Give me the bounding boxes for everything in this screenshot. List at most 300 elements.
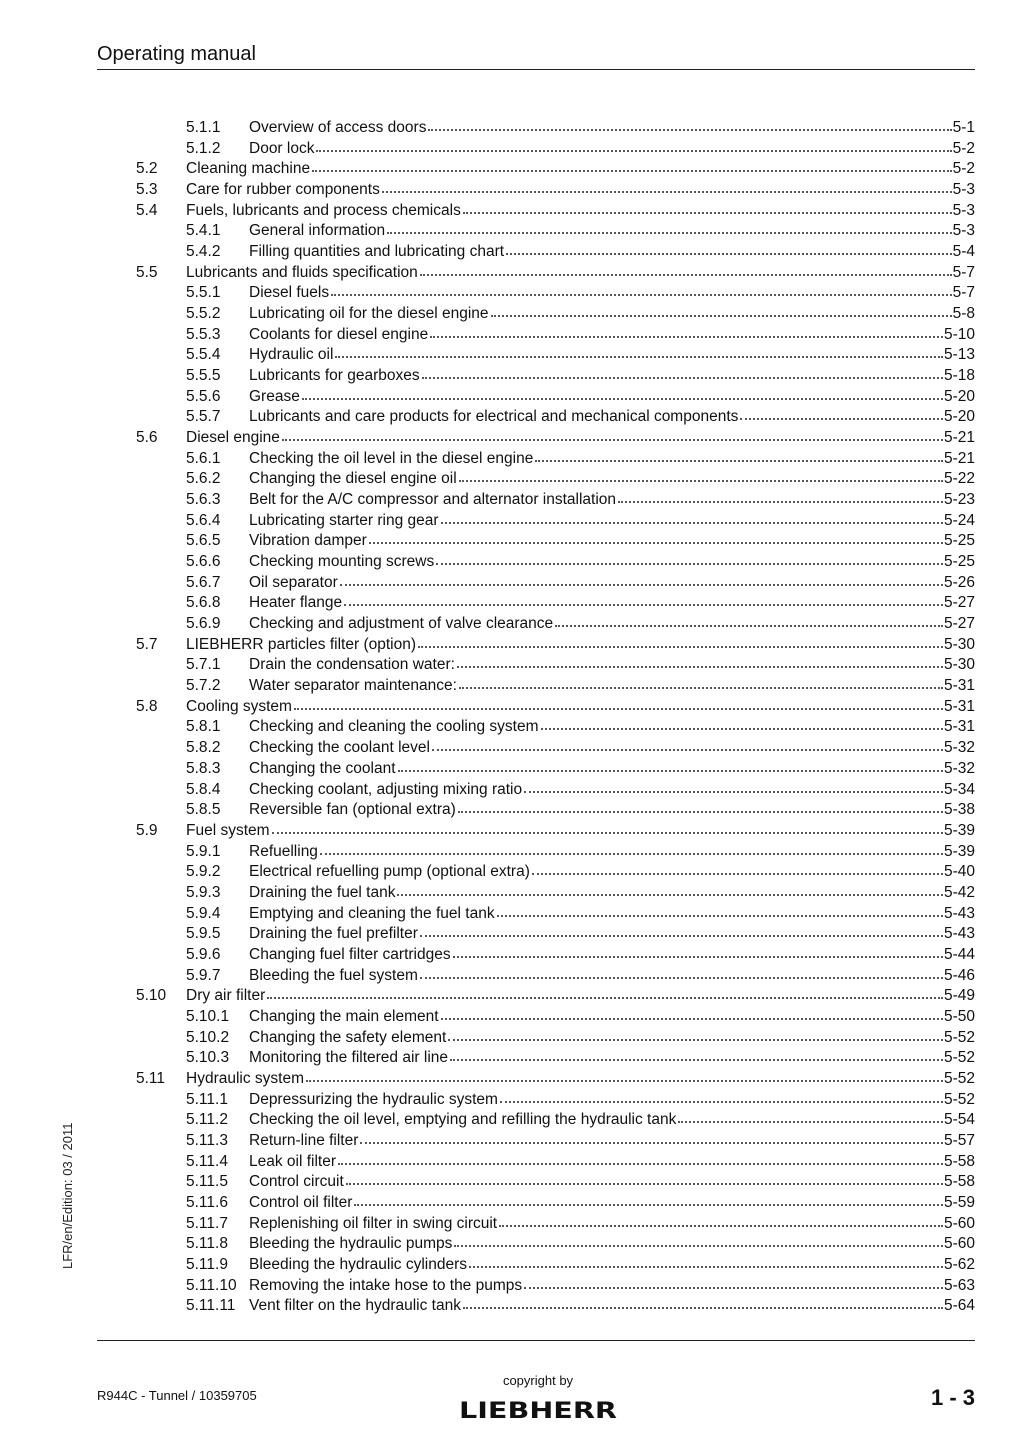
toc-entry[interactable] bbox=[136, 552, 975, 573]
toc-entry-number: 5.6.5 bbox=[186, 532, 221, 550]
toc-entry-title: Care for rubber components bbox=[186, 181, 380, 199]
toc-entry-page: 5-27 bbox=[943, 594, 975, 612]
toc-entry[interactable] bbox=[136, 862, 975, 883]
toc-entry-title: Diesel engine bbox=[186, 429, 280, 447]
toc-entry[interactable] bbox=[136, 469, 975, 490]
toc-entry-number: 5.2 bbox=[136, 160, 158, 178]
toc-dot-leader bbox=[458, 799, 943, 813]
toc-entry-page: 5-7 bbox=[952, 284, 975, 302]
toc-entry[interactable] bbox=[136, 573, 975, 594]
toc-entry[interactable] bbox=[136, 407, 975, 428]
toc-entry[interactable] bbox=[136, 883, 975, 904]
toc-entry-page: 5-52 bbox=[943, 1090, 975, 1108]
toc-entry[interactable] bbox=[136, 676, 975, 697]
toc-dot-leader bbox=[294, 696, 943, 710]
toc-dot-leader bbox=[398, 758, 943, 772]
toc-entry-title: Fuels, lubricants and process chemicals bbox=[186, 201, 461, 219]
toc-entry-number: 5.4.2 bbox=[186, 243, 221, 261]
toc-entry[interactable] bbox=[136, 1152, 975, 1173]
toc-entry-page: 5-31 bbox=[943, 718, 975, 736]
toc-entry-title: Fuel system bbox=[186, 821, 270, 839]
toc-dot-leader bbox=[448, 1027, 943, 1041]
toc-dot-leader bbox=[497, 903, 943, 917]
toc-entry-title: Depressurizing the hydraulic system bbox=[249, 1090, 498, 1108]
toc-dot-leader bbox=[524, 1275, 943, 1289]
toc-entry[interactable] bbox=[136, 759, 975, 780]
toc-entry[interactable] bbox=[136, 345, 975, 366]
toc-entry-page: 5-46 bbox=[943, 966, 975, 984]
toc-entry[interactable] bbox=[136, 697, 975, 718]
toc-entry[interactable] bbox=[136, 242, 975, 263]
toc-entry-title: Checking mounting screws bbox=[249, 553, 435, 571]
toc-entry-page: 5-52 bbox=[943, 1069, 975, 1087]
toc-entry-title: Control oil filter bbox=[249, 1193, 353, 1211]
toc-entry[interactable] bbox=[136, 966, 975, 987]
toc-entry-page: 5-39 bbox=[943, 842, 975, 860]
toc-entry-number: 5.5.1 bbox=[186, 284, 221, 302]
liebherr-logo-wordmark: LIEBHERR bbox=[459, 1399, 618, 1421]
page-header-title: Operating manual bbox=[97, 43, 256, 65]
toc-entry[interactable] bbox=[136, 201, 975, 222]
toc-dot-leader bbox=[532, 861, 943, 875]
toc-dot-leader bbox=[340, 572, 943, 586]
toc-entry-number: 5.6.6 bbox=[186, 553, 221, 571]
toc-entry-title: Belt for the A/C compressor and alternator installation bbox=[249, 491, 617, 509]
toc-entry[interactable] bbox=[136, 118, 975, 139]
toc-dot-leader bbox=[459, 675, 943, 689]
toc-dot-leader bbox=[500, 1089, 943, 1103]
toc-entry[interactable] bbox=[136, 1028, 975, 1049]
toc-entry-number: 5.6.4 bbox=[186, 511, 221, 529]
toc-entry[interactable] bbox=[136, 738, 975, 759]
toc-entry-page: 5-3 bbox=[952, 181, 975, 199]
toc-entry-number: 5.8.5 bbox=[186, 801, 221, 819]
toc-dot-leader bbox=[422, 365, 943, 379]
toc-entry-page: 5-59 bbox=[943, 1193, 975, 1211]
toc-entry-number: 5.11.8 bbox=[186, 1235, 228, 1253]
toc-entry-page: 5-2 bbox=[952, 160, 975, 178]
toc-dot-leader bbox=[459, 468, 943, 482]
toc-entry-page: 5-2 bbox=[952, 139, 975, 157]
toc-entry[interactable] bbox=[136, 1131, 975, 1152]
toc-entry[interactable] bbox=[136, 593, 975, 614]
toc-entry-page: 5-60 bbox=[943, 1235, 975, 1253]
toc-entry-title: Drain the condensation water: bbox=[249, 656, 455, 674]
toc-entry-title: Reversible fan (optional extra) bbox=[249, 801, 456, 819]
toc-entry-title: Bleeding the fuel system bbox=[249, 966, 418, 984]
toc-entry-title: Bleeding the hydraulic cylinders bbox=[249, 1255, 467, 1273]
toc-entry[interactable] bbox=[136, 717, 975, 738]
toc-dot-leader bbox=[541, 716, 943, 730]
toc-entry-title: Changing the main element bbox=[249, 1007, 439, 1025]
toc-dot-leader bbox=[420, 262, 952, 276]
toc-dot-leader bbox=[397, 882, 942, 896]
toc-entry[interactable] bbox=[136, 655, 975, 676]
toc-entry-page: 5-23 bbox=[943, 491, 975, 509]
toc-entry-title: Vent filter on the hydraulic tank bbox=[249, 1297, 461, 1315]
toc-entry-number: 5.5.2 bbox=[186, 305, 221, 323]
toc-entry-number: 5.5.7 bbox=[186, 408, 221, 426]
toc-entry[interactable] bbox=[136, 821, 975, 842]
toc-entry[interactable] bbox=[136, 986, 975, 1007]
toc-entry-number: 5.6.3 bbox=[186, 491, 221, 509]
toc-entry-number: 5.7.1 bbox=[186, 656, 221, 674]
toc-entry-page: 5-31 bbox=[943, 677, 975, 695]
toc-entry[interactable] bbox=[136, 1214, 975, 1235]
toc-entry-number: 5.1.2 bbox=[186, 139, 221, 157]
toc-dot-leader bbox=[506, 241, 952, 255]
toc-entry-number: 5.6.1 bbox=[186, 449, 221, 467]
toc-dot-leader bbox=[312, 158, 952, 172]
toc-entry-number: 5.5.3 bbox=[186, 325, 221, 343]
toc-entry-title: Cleaning machine bbox=[186, 160, 311, 178]
toc-entry[interactable] bbox=[136, 635, 975, 656]
toc-entry-page: 5-18 bbox=[943, 367, 975, 385]
toc-entry-page: 5-40 bbox=[943, 863, 975, 881]
toc-entry-page: 5-63 bbox=[943, 1276, 975, 1294]
toc-entry-title: Hydraulic oil bbox=[249, 346, 334, 364]
toc-dot-leader bbox=[420, 923, 943, 937]
toc-dot-leader bbox=[499, 1213, 943, 1227]
toc-dot-leader bbox=[436, 551, 943, 565]
toc-entry-number: 5.11.11 bbox=[186, 1297, 236, 1315]
toc-entry-title: Checking the oil level, emptying and refilling the hydraulic tank bbox=[249, 1111, 677, 1129]
toc-entry-page: 5-57 bbox=[943, 1131, 975, 1149]
toc-entry-page: 5-52 bbox=[943, 1028, 975, 1046]
toc-entry[interactable] bbox=[136, 159, 975, 180]
toc-dot-leader bbox=[428, 117, 951, 131]
toc-dot-leader bbox=[450, 1047, 943, 1061]
toc-entry-page: 5-3 bbox=[952, 222, 975, 240]
toc-entry-number: 5.11.2 bbox=[186, 1111, 228, 1129]
toc-entry[interactable] bbox=[136, 1255, 975, 1276]
toc-entry-page: 5-7 bbox=[952, 263, 975, 281]
toc-entry-number: 5.6.2 bbox=[186, 470, 221, 488]
toc-entry-page: 5-21 bbox=[943, 429, 975, 447]
toc-entry-number: 5.10 bbox=[136, 987, 167, 1005]
toc-entry[interactable] bbox=[136, 325, 975, 346]
toc-entry-title: Changing fuel filter cartridges bbox=[249, 945, 451, 963]
toc-entry-title: Checking coolant, adjusting mixing ratio bbox=[249, 780, 523, 798]
toc-dot-leader bbox=[302, 386, 943, 400]
document-reference: R944C - Tunnel / 10359705 bbox=[97, 1388, 257, 1403]
toc-entry-page: 5-27 bbox=[943, 615, 975, 633]
toc-entry[interactable] bbox=[136, 1193, 975, 1214]
toc-entry[interactable] bbox=[136, 1090, 975, 1111]
toc-entry-title: LIEBHERR particles filter (option) bbox=[186, 635, 416, 653]
toc-entry-number: 5.6.8 bbox=[186, 594, 221, 612]
toc-entry-title: Lubricating starter ring gear bbox=[249, 511, 439, 529]
copyright-label: copyright by bbox=[502, 1373, 574, 1388]
toc-entry[interactable] bbox=[136, 1276, 975, 1297]
toc-dot-leader bbox=[441, 510, 943, 524]
toc-entry[interactable] bbox=[136, 614, 975, 635]
toc-dot-leader bbox=[344, 592, 943, 606]
toc-entry-title: Control circuit bbox=[249, 1173, 344, 1191]
toc-entry-title: Coolants for diesel engine bbox=[249, 325, 429, 343]
toc-entry-number: 5.11.6 bbox=[186, 1193, 228, 1211]
toc-entry-title: Changing the coolant bbox=[249, 759, 396, 777]
toc-entry-title: Checking the coolant level bbox=[249, 739, 430, 757]
toc-entry[interactable] bbox=[136, 490, 975, 511]
toc-entry-page: 5-8 bbox=[952, 305, 975, 323]
toc-entry-page: 5-38 bbox=[943, 801, 975, 819]
toc-entry-number: 5.10.1 bbox=[186, 1007, 230, 1025]
toc-entry-number: 5.11.10 bbox=[186, 1276, 237, 1294]
toc-entry-page: 5-64 bbox=[943, 1297, 975, 1315]
toc-entry-number: 5.9.6 bbox=[186, 945, 221, 963]
toc-entry[interactable] bbox=[136, 1069, 975, 1090]
toc-entry-title: Dry air filter bbox=[186, 987, 266, 1005]
toc-entry-number: 5.11.4 bbox=[186, 1152, 228, 1170]
toc-entry[interactable] bbox=[136, 1296, 975, 1317]
toc-entry-title: Leak oil filter bbox=[249, 1152, 337, 1170]
toc-entry-page: 5-49 bbox=[943, 987, 975, 1005]
toc-entry-title: Water separator maintenance: bbox=[249, 677, 457, 695]
toc-entry[interactable] bbox=[136, 387, 975, 408]
toc-entry[interactable] bbox=[136, 1172, 975, 1193]
toc-entry-page: 5-20 bbox=[943, 387, 975, 405]
toc-dot-leader bbox=[491, 303, 952, 317]
toc-entry-number: 5.3 bbox=[136, 181, 158, 199]
toc-entry-number: 5.8 bbox=[136, 697, 158, 715]
toc-entry-number: 5.7 bbox=[136, 635, 158, 653]
toc-entry-page: 5-52 bbox=[943, 1049, 975, 1067]
toc-entry-page: 5-43 bbox=[943, 925, 975, 943]
toc-dot-leader bbox=[382, 179, 952, 193]
toc-entry-title: Overview of access doors bbox=[249, 119, 427, 136]
toc-dot-leader bbox=[360, 1130, 943, 1144]
toc-entry-title: Draining the fuel prefilter bbox=[249, 925, 418, 943]
toc-entry[interactable] bbox=[136, 1110, 975, 1131]
toc-entry-title: Monitoring the filtered air line bbox=[249, 1049, 449, 1067]
toc-entry-title: Draining the fuel tank bbox=[249, 883, 396, 901]
header-divider bbox=[97, 69, 975, 70]
table-of-contents bbox=[136, 118, 975, 1317]
toc-entry-page: 5-50 bbox=[943, 1007, 975, 1025]
toc-entry-number: 5.11.3 bbox=[186, 1131, 228, 1149]
toc-entry-title: Refuelling bbox=[249, 842, 318, 860]
toc-entry-page: 5-25 bbox=[943, 553, 975, 571]
toc-entry-title: Removing the intake hose to the pumps bbox=[249, 1276, 523, 1294]
toc-entry-number: 5.11 bbox=[136, 1069, 166, 1087]
toc-entry-number: 5.9.2 bbox=[186, 863, 221, 881]
toc-entry[interactable] bbox=[136, 366, 975, 387]
toc-entry-page: 5-62 bbox=[943, 1255, 975, 1273]
toc-entry[interactable] bbox=[136, 1007, 975, 1028]
toc-entry-title: Lubricants and care products for electrical and mechanical components bbox=[249, 408, 739, 426]
toc-dot-leader bbox=[320, 841, 943, 855]
toc-dot-leader bbox=[418, 634, 943, 648]
toc-entry-number: 5.9.3 bbox=[186, 883, 221, 901]
toc-entry-number: 5.11.5 bbox=[186, 1173, 228, 1191]
liebherr-logo bbox=[458, 1397, 618, 1421]
toc-entry-number: 5.8.3 bbox=[186, 759, 221, 777]
toc-entry[interactable] bbox=[136, 1234, 975, 1255]
toc-dot-leader bbox=[555, 613, 943, 627]
toc-entry-title: Checking and cleaning the cooling system bbox=[249, 718, 539, 736]
toc-entry[interactable] bbox=[136, 780, 975, 801]
toc-entry[interactable] bbox=[136, 945, 975, 966]
toc-entry-title: Replenishing oil filter in swing circuit bbox=[249, 1214, 498, 1232]
toc-entry[interactable] bbox=[136, 221, 975, 242]
toc-dot-leader bbox=[316, 138, 951, 152]
toc-dot-leader bbox=[430, 324, 943, 338]
toc-entry-number: 5.6.9 bbox=[186, 615, 221, 633]
toc-dot-leader bbox=[267, 985, 943, 999]
toc-entry-number: 5.5.5 bbox=[186, 367, 221, 385]
toc-entry[interactable] bbox=[136, 924, 975, 945]
toc-entry-number: 5.5.4 bbox=[186, 346, 221, 364]
toc-entry-page: 5-1 bbox=[952, 119, 975, 136]
toc-entry-number: 5.5.6 bbox=[186, 387, 221, 405]
toc-entry-page: 5-3 bbox=[952, 201, 975, 219]
toc-entry-title: Oil separator bbox=[249, 573, 338, 591]
toc-dot-leader bbox=[463, 1295, 943, 1309]
toc-entry-title: Diesel fuels bbox=[249, 284, 330, 302]
toc-dot-leader bbox=[469, 1254, 943, 1268]
toc-entry-title: Filling quantities and lubricating chart bbox=[249, 243, 505, 261]
toc-dot-leader bbox=[457, 654, 943, 668]
toc-entry-title: Vibration damper bbox=[249, 532, 367, 550]
toc-entry[interactable] bbox=[136, 263, 975, 284]
toc-entry[interactable] bbox=[136, 283, 975, 304]
toc-entry-number: 5.9.1 bbox=[186, 842, 221, 860]
toc-entry-title: Grease bbox=[249, 387, 300, 405]
toc-entry-page: 5-13 bbox=[943, 346, 975, 364]
toc-entry[interactable] bbox=[136, 800, 975, 821]
toc-entry-page: 5-32 bbox=[943, 739, 975, 757]
toc-entry-page: 5-54 bbox=[943, 1111, 975, 1129]
toc-entry-number: 5.8.4 bbox=[186, 780, 221, 798]
toc-dot-leader bbox=[387, 220, 951, 234]
toc-entry-number: 5.7.2 bbox=[186, 677, 221, 695]
toc-entry[interactable] bbox=[136, 139, 975, 160]
toc-entry-title: Heater flange bbox=[249, 594, 343, 612]
toc-entry-number: 5.4 bbox=[136, 201, 158, 219]
toc-entry[interactable] bbox=[136, 511, 975, 532]
toc-entry-number: 5.9.5 bbox=[186, 925, 221, 943]
toc-entry-title: Emptying and cleaning the fuel tank bbox=[249, 904, 495, 922]
toc-dot-leader bbox=[678, 1109, 943, 1123]
toc-entry-page: 5-21 bbox=[943, 449, 975, 467]
toc-entry[interactable] bbox=[136, 428, 975, 449]
toc-entry-title: Changing the safety element bbox=[249, 1028, 447, 1046]
toc-dot-leader bbox=[454, 1233, 943, 1247]
toc-entry[interactable] bbox=[136, 904, 975, 925]
toc-entry-number: 5.1.1 bbox=[186, 119, 221, 136]
toc-dot-leader bbox=[420, 965, 943, 979]
toc-dot-leader bbox=[331, 282, 951, 296]
toc-entry-page: 5-25 bbox=[943, 532, 975, 550]
toc-entry-number: 5.8.2 bbox=[186, 739, 221, 757]
toc-entry-page: 5-31 bbox=[943, 697, 975, 715]
toc-entry-title: Changing the diesel engine oil bbox=[249, 470, 457, 488]
toc-dot-leader bbox=[618, 489, 943, 503]
toc-entry-title: Bleeding the hydraulic pumps bbox=[249, 1235, 453, 1253]
toc-entry-page: 5-42 bbox=[943, 883, 975, 901]
toc-entry-number: 5.8.1 bbox=[186, 718, 221, 736]
toc-entry-page: 5-58 bbox=[943, 1152, 975, 1170]
toc-entry-title: Hydraulic system bbox=[186, 1069, 304, 1087]
toc-dot-leader bbox=[306, 1068, 943, 1082]
toc-dot-leader bbox=[441, 1006, 943, 1020]
toc-entry[interactable] bbox=[136, 531, 975, 552]
toc-dot-leader bbox=[346, 1171, 943, 1185]
toc-entry-page: 5-44 bbox=[943, 945, 975, 963]
toc-entry-number: 5.9.4 bbox=[186, 904, 221, 922]
toc-entry-number: 5.6 bbox=[136, 429, 158, 447]
toc-entry-page: 5-4 bbox=[952, 243, 975, 261]
toc-entry-number: 5.11.7 bbox=[186, 1214, 228, 1232]
page-number: 1 - 3 bbox=[930, 1385, 975, 1410]
toc-entry-number: 5.10.2 bbox=[186, 1028, 230, 1046]
toc-dot-leader bbox=[524, 779, 943, 793]
toc-entry-number: 5.11.1 bbox=[186, 1090, 228, 1108]
toc-entry[interactable] bbox=[136, 449, 975, 470]
toc-entry-title: Return-line filter bbox=[249, 1131, 359, 1149]
toc-entry-number: 5.4.1 bbox=[186, 222, 221, 240]
toc-entry[interactable] bbox=[136, 180, 975, 201]
footer-divider bbox=[97, 1340, 975, 1341]
toc-entry[interactable] bbox=[136, 304, 975, 325]
toc-entry-page: 5-26 bbox=[943, 573, 975, 591]
toc-dot-leader bbox=[369, 530, 943, 544]
toc-dot-leader bbox=[335, 344, 943, 358]
toc-entry-number: 5.9 bbox=[136, 821, 158, 839]
toc-entry-page: 5-10 bbox=[943, 325, 975, 343]
toc-dot-leader bbox=[740, 406, 943, 420]
toc-entry-page: 5-30 bbox=[943, 635, 975, 653]
toc-entry-title: General information bbox=[249, 222, 386, 240]
toc-entry-page: 5-60 bbox=[943, 1214, 975, 1232]
toc-entry-title: Lubricants and fluids specification bbox=[186, 263, 418, 281]
toc-entry-page: 5-20 bbox=[943, 408, 975, 426]
toc-entry-number: 5.10.3 bbox=[186, 1049, 230, 1067]
toc-entry-page: 5-24 bbox=[943, 511, 975, 529]
toc-entry-page: 5-30 bbox=[943, 656, 975, 674]
toc-entry-title: Door lock bbox=[249, 139, 315, 157]
toc-dot-leader bbox=[453, 944, 943, 958]
toc-entry-title: Checking the oil level in the diesel engine bbox=[249, 449, 534, 467]
toc-entry-page: 5-39 bbox=[943, 821, 975, 839]
toc-entry[interactable] bbox=[136, 842, 975, 863]
toc-entry-title: Checking and adjustment of valve clearance bbox=[249, 615, 554, 633]
toc-entry-title: Electrical refuelling pump (optional extra) bbox=[249, 863, 530, 881]
toc-dot-leader bbox=[282, 427, 943, 441]
toc-entry-number: 5.5 bbox=[136, 263, 158, 281]
toc-dot-leader bbox=[338, 1151, 943, 1165]
toc-entry-page: 5-43 bbox=[943, 904, 975, 922]
toc-entry-page: 5-58 bbox=[943, 1173, 975, 1191]
toc-entry-title: Lubricating oil for the diesel engine bbox=[249, 305, 489, 323]
toc-entry-number: 5.9.7 bbox=[186, 966, 221, 984]
toc-entry-page: 5-22 bbox=[943, 470, 975, 488]
toc-dot-leader bbox=[463, 200, 952, 214]
toc-dot-leader bbox=[432, 737, 943, 751]
toc-entry-title: Lubricants for gearboxes bbox=[249, 367, 420, 385]
toc-entry-number: 5.6.7 bbox=[186, 573, 221, 591]
toc-dot-leader bbox=[535, 448, 943, 462]
toc-entry-number: 5.11.9 bbox=[186, 1255, 228, 1273]
toc-dot-leader bbox=[272, 820, 943, 834]
edition-label: LFR/en/Edition: 03 / 2011 bbox=[60, 1122, 75, 1269]
toc-dot-leader bbox=[354, 1192, 943, 1206]
toc-entry-page: 5-34 bbox=[943, 780, 975, 798]
toc-entry-page: 5-32 bbox=[943, 759, 975, 777]
toc-entry-title: Cooling system bbox=[186, 697, 292, 715]
toc-entry[interactable] bbox=[136, 1048, 975, 1069]
